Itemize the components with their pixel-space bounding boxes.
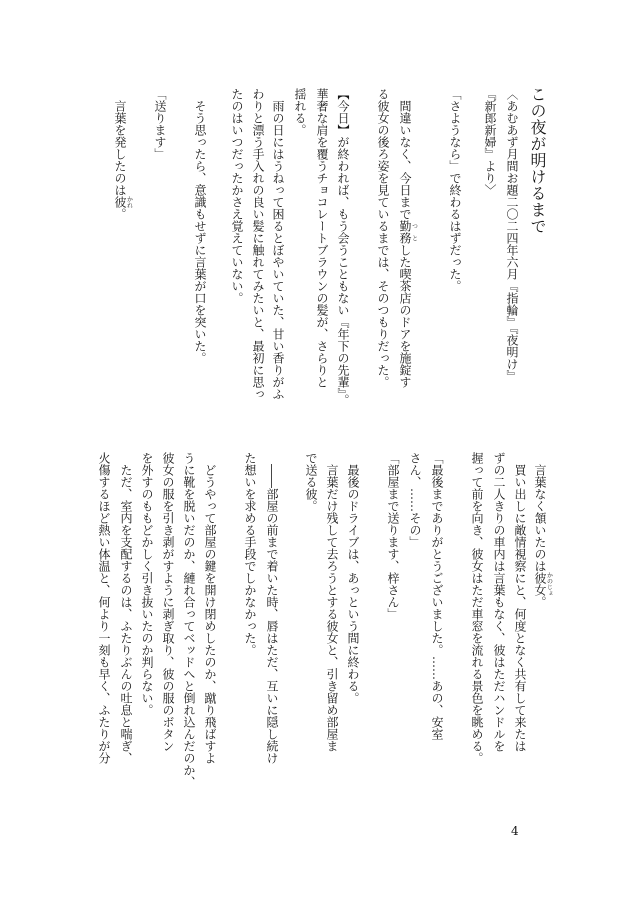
- text-line: 彼女の服を引き剥がすように剥ぎ取り、彼の服のボタン: [161, 452, 175, 752]
- text-line: 「送ります」: [153, 88, 167, 160]
- text-line: た想いを求める手段でしかなかった。: [243, 452, 257, 656]
- text-segment: 。: [113, 208, 127, 220]
- text-line: る彼女の後ろ姿を見ているまでは、そのつもりだった。: [376, 88, 390, 388]
- text-line: 最後のドライブは、あっという間に終わる。: [346, 464, 360, 704]
- story-title: この夜が明けるまで: [528, 86, 547, 235]
- text-line: 言葉だけ残して去ろうとする彼女と、引き留め部屋ま: [325, 464, 339, 752]
- text-line: ――部屋の前まで着いた時、唇はただ、互いに隠し続け: [265, 464, 279, 764]
- text-line: 「最後までありがとうございました。……あの、安室: [430, 452, 444, 740]
- text-line: 「部屋まで送ります、梓さん」: [386, 452, 400, 620]
- ruby-reading: つと: [410, 220, 418, 244]
- text-line: [533, 452, 552, 608]
- text-line: わりと漂う手入れの良い髪に触れてみたいと、最初に思っ: [251, 88, 265, 400]
- page-number: 4: [511, 824, 519, 838]
- text-segment: した喫茶店のドアを施錠す: [398, 244, 412, 388]
- text-line: 買い出しに敵情視察にと、何度となく共有して来たは: [513, 464, 527, 752]
- text-line: ずの二人きりの車内は言葉もなく、彼はただハンドルを: [492, 452, 506, 752]
- text-line: 揺れる。: [293, 88, 307, 136]
- text-line: 華奢な肩を覆うチョコレートブラウンの髪が、さらりと: [315, 88, 329, 388]
- text-line: で送る彼。: [304, 452, 318, 512]
- text-line: そう思ったら、意識もせずに言葉が口を突いた。: [193, 100, 207, 364]
- ruby-word: 彼女かのじょ: [533, 572, 553, 596]
- ruby-reading: かれ: [125, 196, 133, 208]
- text-line: たのはいつだったかさえ覚えていない。: [230, 88, 244, 304]
- text-line: 雨の日にはうねって困るとぼやいていた、甘い香りがふ: [271, 100, 285, 400]
- text-line: 「さようなら」で終わるはずだった。: [448, 88, 462, 292]
- text-line: 火傷するほど熱い体温と、何より一刻も早く、ふたりが分: [97, 452, 111, 764]
- text-line: どうやって部屋の鍵を開け閉めしたのか、蹴り飛ばすよ: [203, 464, 217, 764]
- text-segment: 。: [533, 596, 547, 608]
- text-line: 【今日】が終われば、もう会うこともない『年下の先輩』。: [336, 88, 350, 406]
- text-segment: 間違いなく、今日まで: [398, 100, 412, 220]
- text-line: を外すのももどかしく引き抜いたのか判らない。: [140, 452, 154, 716]
- text-line: うに靴を脱いだのか、縺れ合ってベッドへと倒れ込んだのか、: [182, 452, 196, 788]
- subtitle-line: 〈あむあず月間お題二〇二四年六月『指輪』『夜明け』: [505, 88, 519, 382]
- text-line: [398, 88, 417, 388]
- ruby-reading: かのじょ: [545, 572, 553, 596]
- text-segment: 言葉なく頷いたのは: [533, 464, 547, 572]
- text-line: [113, 88, 132, 220]
- text-line: さん、……その」: [408, 452, 422, 548]
- subtitle-line: 『新郎新婦』より〉: [483, 88, 497, 196]
- text-line: ただ、室内を支配するのは、ふたりぶんの吐息と喘ぎ、: [119, 464, 133, 764]
- ruby-word: 彼かれ: [113, 196, 133, 208]
- text-segment: 言葉を発したのは: [113, 100, 127, 196]
- text-line: 握って前を向き、彼女はただ車窓を流れる景色を眺める。: [470, 452, 484, 764]
- ruby-word: 勤務つと: [398, 220, 418, 244]
